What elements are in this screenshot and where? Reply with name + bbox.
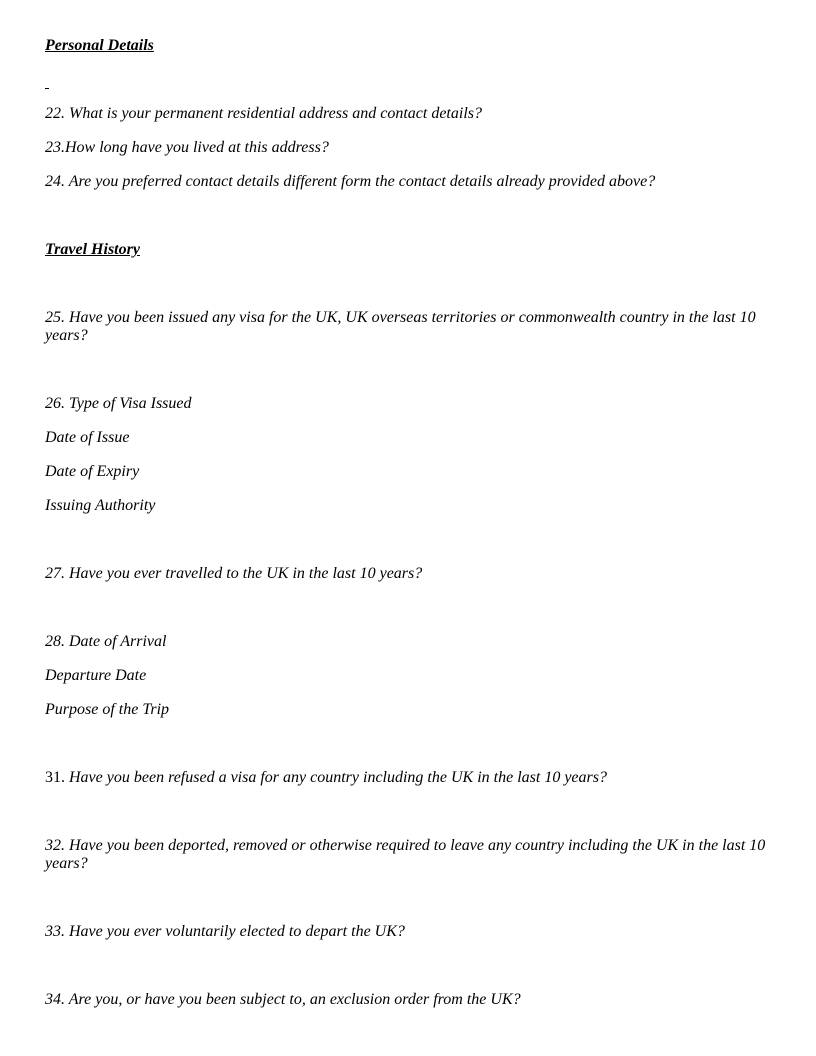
question-26: 26. Type of Visa Issued [45,395,192,412]
question-31-text: Have you been refused a visa for any country including the UK in the last 10 years? [65,769,607,786]
question-34: 34. Are you, or have you been subject to, an exclusion order from the UK? [45,991,521,1008]
question-25: 25. Have you been issued any visa for the UK, UK overseas territories or commonwealth country in the last 10 years? [45,309,756,344]
question-31 [45,769,775,787]
question-27: 27. Have you ever travelled to the UK in the last 10 years? [45,565,423,582]
question-24: 24. Are you preferred contact details different form the contact details already provided above? [45,173,656,190]
question-33: 33. Have you ever voluntarily elected to depart the UK? [45,923,405,940]
heading-travel-history: Travel History [45,241,140,258]
field-date-of-expiry: Date of Expiry [45,463,140,480]
question-32: 32. Have you been deported, removed or otherwise required to leave any country including the UK in the last 10 years? [45,837,766,872]
field-issuing-authority: Issuing Authority [45,497,156,514]
question-22: 22. What is your permanent residential address and contact details? [45,105,482,122]
question-23: 23.How long have you lived at this address? [45,139,329,156]
field-departure-date: Departure Date [45,667,147,684]
blank-line-stub [45,88,49,89]
heading-personal-details: Personal Details [45,37,154,54]
field-purpose-of-trip: Purpose of the Trip [45,701,170,718]
question-31-number: 31. [45,769,65,786]
field-date-of-issue: Date of Issue [45,429,130,446]
question-28: 28. Date of Arrival [45,633,167,650]
